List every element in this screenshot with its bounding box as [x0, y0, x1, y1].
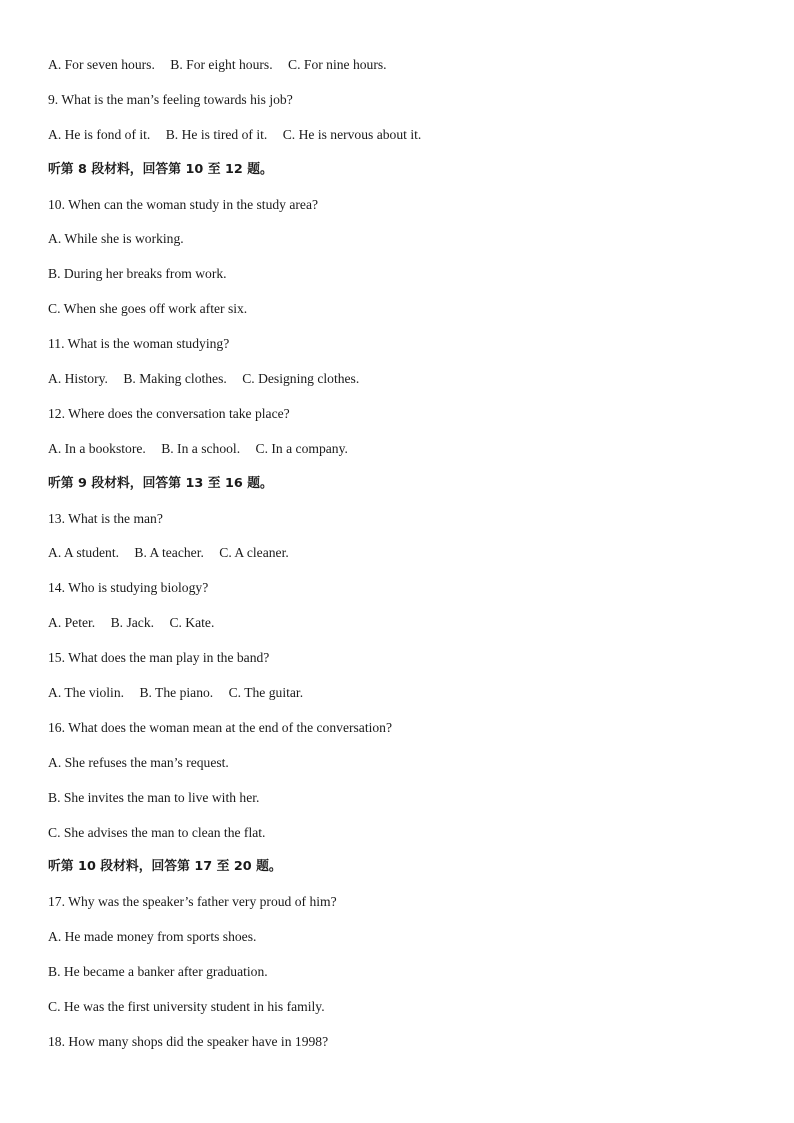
option-a: A. In a bookstore. [48, 440, 146, 456]
option-line: B. She invites the man to live with her. [48, 789, 260, 805]
option-a: A. For seven hours. [48, 57, 155, 72]
question-11: 11. What is the woman studying? [48, 336, 230, 352]
option-a: A. A student. [48, 545, 119, 561]
option-c: C. For nine hours. [288, 57, 387, 72]
question-16: 16. What does the woman mean at the end of the conversation? [48, 719, 393, 735]
option-b: B. For eight hours. [170, 57, 273, 72]
question-10: 10. When can the woman study in the study area? [48, 196, 319, 212]
option-a: A. History. [48, 371, 108, 387]
question-15: 15. What does the man play in the band? [48, 650, 270, 666]
option-line: A. While she is working. [48, 231, 184, 247]
options-line [48, 56, 748, 91]
option-c: C. Designing clothes. [242, 371, 360, 387]
options-line [48, 544, 748, 579]
option-line: C. When she goes off work after six. [48, 301, 248, 317]
option-b: B. In a school. [161, 440, 241, 456]
section-heading: 听第 10 段材料，回答第 17 至 20 题。 [48, 859, 282, 875]
question-13: 13. What is the man? [48, 510, 163, 526]
option-line: C. He was the first university student in his family. [48, 999, 325, 1015]
option-line: A. He made money from sports shoes. [48, 929, 257, 945]
option-line: C. She advises the man to clean the flat. [48, 824, 266, 840]
option-line: B. He became a banker after graduation. [48, 964, 268, 980]
option-a: A. The violin. [48, 685, 125, 701]
section-heading: 听第 9 段材料，回答第 13 至 16 题。 [48, 475, 273, 491]
option-c: C. He is nervous about it. [282, 126, 422, 142]
option-b: B. Jack. [110, 615, 155, 631]
document-page [48, 56, 748, 1068]
question-17: 17. Why was the speaker’s father very proud of him? [48, 894, 337, 910]
options-line [48, 440, 748, 475]
option-a: A. He is fond of it. [48, 126, 151, 142]
option-c: C. The guitar. [228, 685, 304, 701]
option-line: B. During her breaks from work. [48, 266, 227, 282]
option-b: B. Making clothes. [123, 371, 227, 387]
option-b: B. He is tired of it. [165, 126, 268, 142]
options-line [48, 614, 748, 649]
options-line [48, 684, 748, 719]
option-b: B. A teacher. [134, 545, 204, 561]
options-line [48, 126, 748, 161]
option-a: A. Peter. [48, 615, 96, 631]
section-heading: 听第 8 段材料，回答第 10 至 12 题。 [48, 161, 273, 177]
options-line [48, 370, 748, 405]
question-12: 12. Where does the conversation take place? [48, 405, 290, 421]
option-c: C. In a company. [255, 440, 348, 456]
question-14: 14. Who is studying biology? [48, 580, 209, 596]
option-c: C. Kate. [169, 615, 215, 631]
question-9: 9. What is the man’s feeling towards his job? [48, 91, 293, 107]
question-18: 18. How many shops did the speaker have in 1998? [48, 1033, 329, 1049]
option-line: A. She refuses the man’s request. [48, 754, 229, 770]
option-c: C. A cleaner. [219, 545, 289, 561]
option-b: B. The piano. [139, 685, 214, 701]
